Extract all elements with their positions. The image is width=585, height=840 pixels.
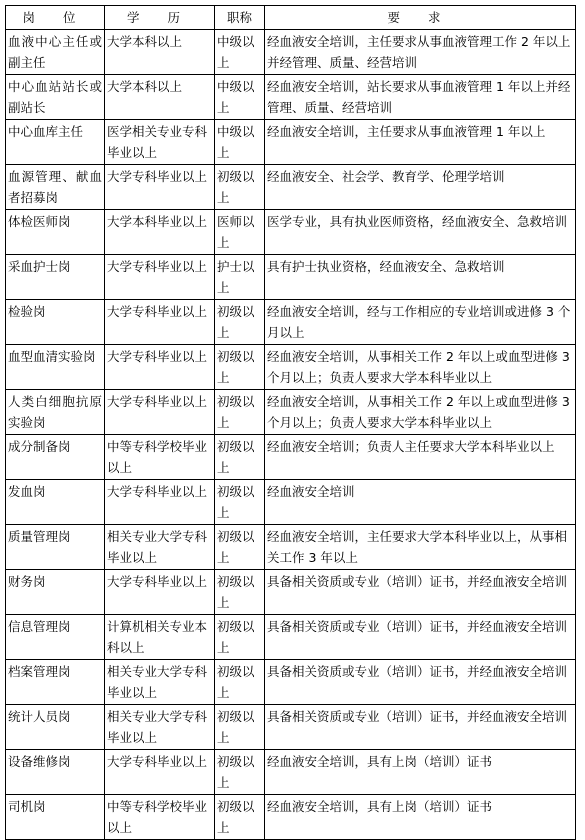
cell-position: 档案管理岗	[6, 660, 105, 705]
table-row	[6, 750, 576, 795]
cell-requirement: 具备相关资质或专业（培训）证书，并经血液安全培训	[265, 570, 576, 615]
table-row	[6, 795, 576, 840]
cell-education: 大学专科毕业以上	[105, 480, 215, 525]
cell-requirement: 经血液安全培训，主任要求从事血液管理 1 年以上	[265, 120, 576, 165]
header-education: 学 历	[105, 6, 215, 30]
cell-title: 中级以上	[215, 120, 265, 165]
cell-education: 大学本科以上	[105, 75, 215, 120]
cell-title: 初级以上	[215, 615, 265, 660]
cell-position: 体检医师岗	[6, 210, 105, 255]
cell-position: 成分制备岗	[6, 435, 105, 480]
cell-education: 大学专科毕业以上	[105, 345, 215, 390]
cell-position: 设备维修岗	[6, 750, 105, 795]
cell-education: 相关专业大学专科毕业以上	[105, 525, 215, 570]
cell-requirement: 具有护士执业资格，经血液安全、急救培训	[265, 255, 576, 300]
cell-education: 大学专科毕业以上	[105, 750, 215, 795]
cell-requirement: 经血液安全培训	[265, 480, 576, 525]
cell-requirement: 具备相关资质或专业（培训）证书，并经血液安全培训	[265, 615, 576, 660]
table-row	[6, 480, 576, 525]
cell-title: 初级以上	[215, 750, 265, 795]
table-row	[6, 570, 576, 615]
cell-education: 大学专科毕业以上	[105, 165, 215, 210]
cell-title: 初级以上	[215, 300, 265, 345]
table-row	[6, 255, 576, 300]
table-row	[6, 435, 576, 480]
cell-title: 初级以上	[215, 570, 265, 615]
cell-title: 初级以上	[215, 795, 265, 840]
cell-requirement: 经血液安全培训，站长要求从事血液管理 1 年以上并经管理、质量、经营培训	[265, 75, 576, 120]
cell-education: 大学专科毕业以上	[105, 390, 215, 435]
table-row	[6, 615, 576, 660]
cell-education: 大学专科毕业以上	[105, 570, 215, 615]
cell-education: 大学本科以上	[105, 30, 215, 75]
table-row	[6, 345, 576, 390]
cell-requirement: 医学专业，具有执业医师资格，经血液安全、急救培训	[265, 210, 576, 255]
cell-position: 血源管理、献血者招募岗	[6, 165, 105, 210]
cell-education: 大学本科毕业以上	[105, 210, 215, 255]
staff-requirements-table	[5, 5, 576, 840]
header-row	[6, 6, 576, 30]
cell-title: 初级以上	[215, 165, 265, 210]
cell-education: 相关专业大学专科毕业以上	[105, 705, 215, 750]
cell-position: 检验岗	[6, 300, 105, 345]
cell-position: 中心血站站长或副站长	[6, 75, 105, 120]
cell-education: 相关专业大学专科毕业以上	[105, 660, 215, 705]
table-row	[6, 390, 576, 435]
cell-requirement: 具备相关资质或专业（培训）证书，并经血液安全培训	[265, 660, 576, 705]
cell-title: 初级以上	[215, 480, 265, 525]
cell-requirement: 经血液安全培训，主任要求从事血液管理工作 2 年以上并经管理、质量、经营培训	[265, 30, 576, 75]
cell-requirement: 经血液安全、社会学、教育学、伦理学培训	[265, 165, 576, 210]
cell-requirement: 经血液安全培训，具有上岗（培训）证书	[265, 795, 576, 840]
cell-education: 计算机相关专业本科以上	[105, 615, 215, 660]
table-row	[6, 75, 576, 120]
cell-title: 护士以上	[215, 255, 265, 300]
cell-title: 初级以上	[215, 660, 265, 705]
cell-position: 中心血库主任	[6, 120, 105, 165]
cell-title: 初级以上	[215, 705, 265, 750]
cell-position: 统计人员岗	[6, 705, 105, 750]
cell-title: 医师以上	[215, 210, 265, 255]
table-row	[6, 300, 576, 345]
cell-position: 人类白细胞抗原实验岗	[6, 390, 105, 435]
cell-education: 中等专科学校毕业以上	[105, 435, 215, 480]
table-row	[6, 165, 576, 210]
header-position: 岗 位	[6, 6, 105, 30]
cell-position: 发血岗	[6, 480, 105, 525]
cell-title: 中级以上	[215, 30, 265, 75]
table-row	[6, 705, 576, 750]
cell-requirement: 经血液安全培训；负责人主任要求大学本科毕业以上	[265, 435, 576, 480]
cell-position: 信息管理岗	[6, 615, 105, 660]
cell-requirement: 经血液安全培训，经与工作相应的专业培训或进修 3 个月以上	[265, 300, 576, 345]
cell-requirement: 经血液安全培训，从事相关工作 2 年以上或血型进修 3 个月以上；负责人要求大学本科毕业以上	[265, 390, 576, 435]
cell-education: 大学专科毕业以上	[105, 300, 215, 345]
cell-position: 血型血清实验岗	[6, 345, 105, 390]
cell-education: 中等专科学校毕业以上	[105, 795, 215, 840]
cell-requirement: 具备相关资质或专业（培训）证书，并经血液安全培训	[265, 705, 576, 750]
cell-position: 质量管理岗	[6, 525, 105, 570]
table-row	[6, 120, 576, 165]
cell-title: 初级以上	[215, 435, 265, 480]
header-requirement: 要 求	[265, 6, 576, 30]
cell-title: 初级以上	[215, 345, 265, 390]
cell-education: 大学专科毕业以上	[105, 255, 215, 300]
cell-position: 财务岗	[6, 570, 105, 615]
table-row	[6, 30, 576, 75]
cell-education: 医学相关专业专科毕业以上	[105, 120, 215, 165]
header-title: 职称	[215, 6, 265, 30]
cell-requirement: 经血液安全培训，主任要求大学本科毕业以上，从事相关工作 3 年以上	[265, 525, 576, 570]
table-row	[6, 525, 576, 570]
cell-requirement: 经血液安全培训，从事相关工作 2 年以上或血型进修 3 个月以上；负责人要求大学本科毕业以上	[265, 345, 576, 390]
cell-title: 中级以上	[215, 75, 265, 120]
cell-position: 血液中心主任或副主任	[6, 30, 105, 75]
table-row	[6, 660, 576, 705]
cell-requirement: 经血液安全培训，具有上岗（培训）证书	[265, 750, 576, 795]
cell-title: 初级以上	[215, 525, 265, 570]
cell-position: 采血护士岗	[6, 255, 105, 300]
cell-title: 初级以上	[215, 390, 265, 435]
cell-position: 司机岗	[6, 795, 105, 840]
table-row	[6, 210, 576, 255]
